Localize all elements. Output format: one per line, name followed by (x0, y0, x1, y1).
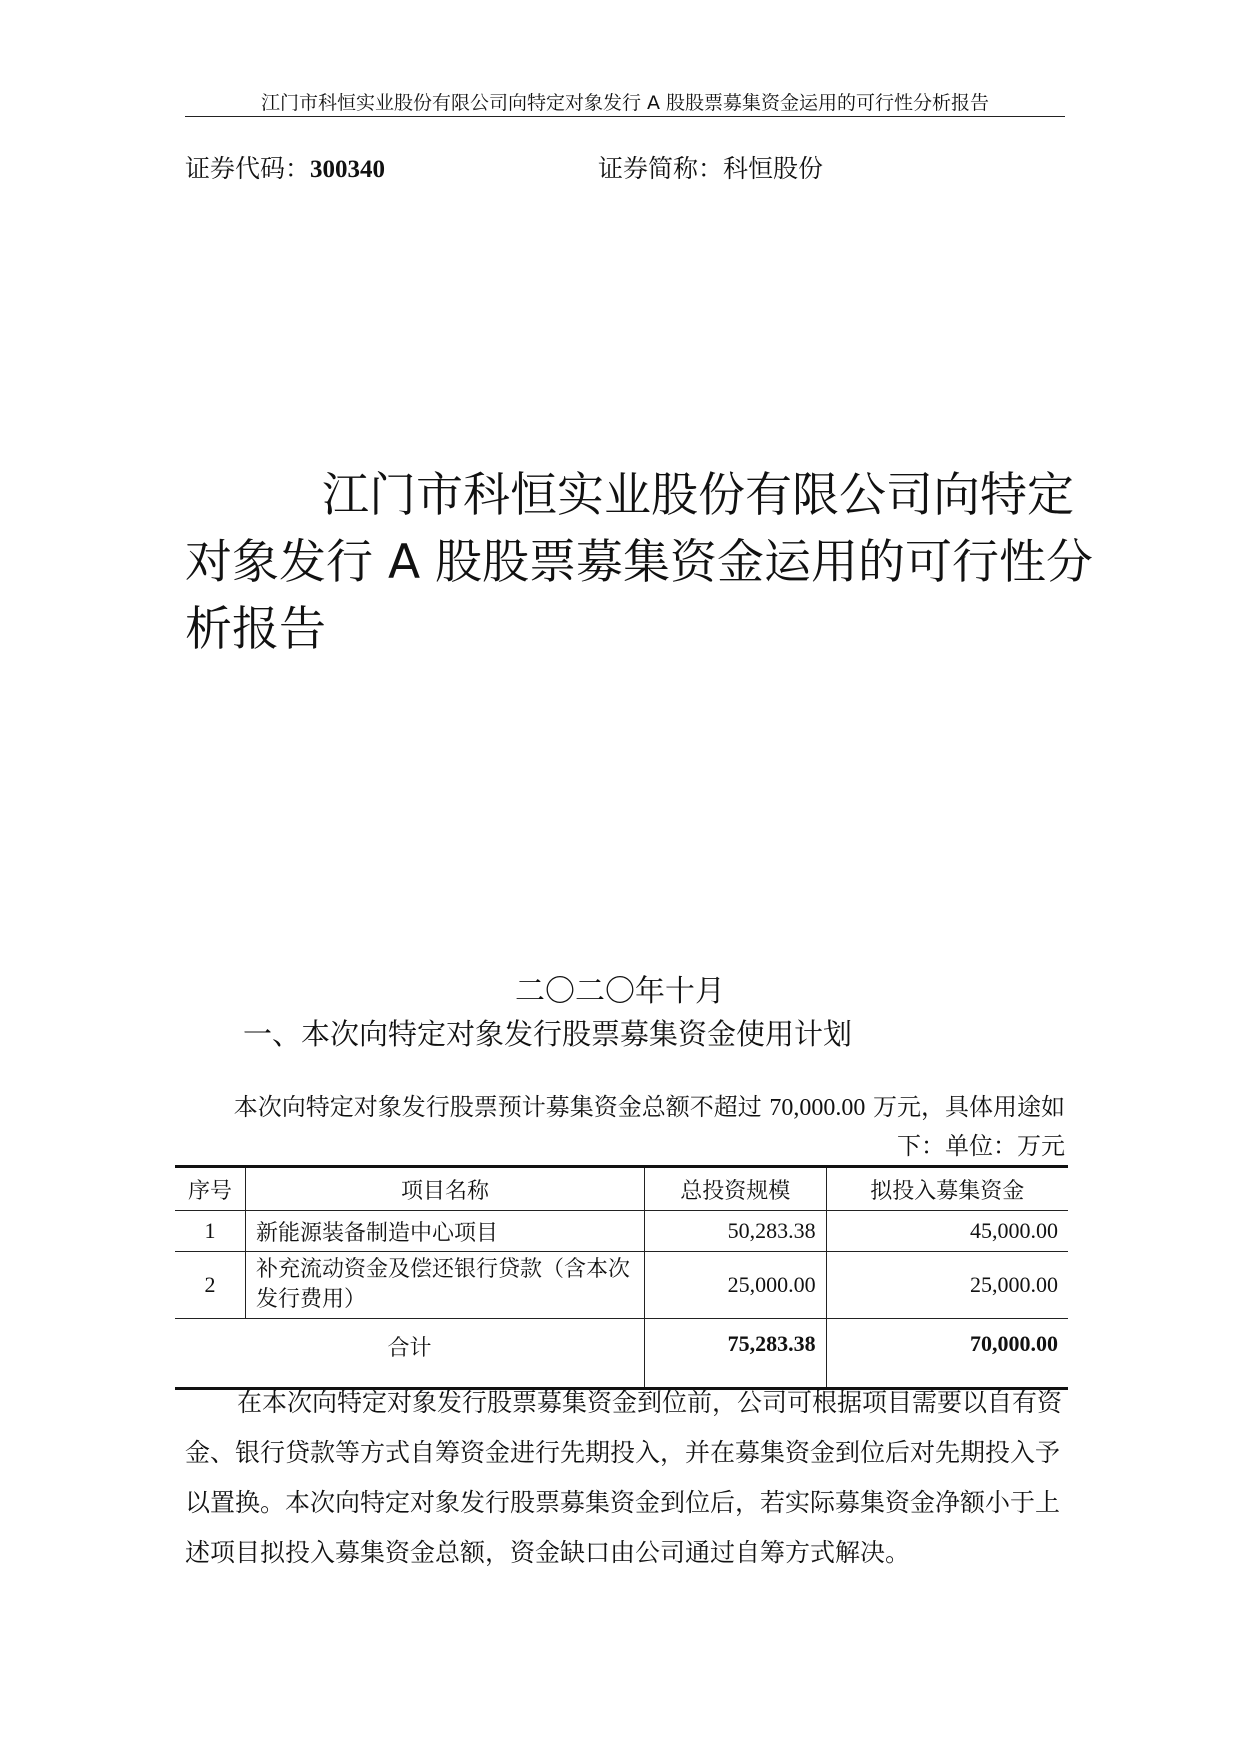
header-index: 序号 (175, 1167, 246, 1211)
securities-short-name-label: 证券简称： (598, 154, 724, 183)
section-heading: 一、本次向特定对象发行股票募集资金使用计划 (243, 1017, 853, 1051)
table-header-row (175, 1167, 1068, 1211)
row-project-name-line-1: 补充流动资金及偿还银行贷款（含本次 (256, 1257, 631, 1282)
paragraph-line-2: 金、银行贷款等方式自筹资金进行先期投入，并在募集资金到位后对先期投入予 (185, 1438, 1061, 1467)
table-row (175, 1211, 1068, 1252)
intro-line-2: 下：单位：万元 (897, 1132, 1065, 1160)
document-title (185, 462, 1094, 663)
row-project-name-line-2: 发行费用） (256, 1287, 367, 1312)
paragraph-line-3: 以置换。本次向特定对象发行股票募集资金到位后，若实际募集资金净额小于上 (185, 1488, 1061, 1517)
total-investment-sum: 75,283.38 (645, 1319, 827, 1389)
row-planned-funds: 45,000.00 (826, 1211, 1068, 1252)
securities-short-name (598, 152, 823, 186)
row-total-investment: 25,000.00 (645, 1252, 827, 1319)
row-project-name (246, 1252, 645, 1319)
planned-funds-sum: 70,000.00 (826, 1319, 1068, 1389)
header-total-investment: 总投资规模 (645, 1167, 827, 1211)
running-header: 江门市科恒实业股份有限公司向特定对象发行 A 股股票募集资金运用的可行性分析报告 (185, 90, 1065, 117)
title-line-2: 对象发行 A 股股票募集资金运用的可行性分 (185, 535, 1094, 590)
intro-amount: 70,000.00 (769, 1095, 866, 1121)
total-label: 合计 (175, 1319, 645, 1389)
intro-text-before: 本次向特定对象发行股票预计募集资金总额不超过 (233, 1093, 770, 1121)
row-index: 2 (175, 1252, 246, 1319)
row-planned-funds: 25,000.00 (826, 1252, 1068, 1319)
securities-short-name-value: 科恒股份 (723, 154, 824, 183)
paragraph-line-1: 在本次向特定对象发行股票募集资金到位前，公司可根据项目需要以自有资 (237, 1388, 1063, 1417)
header-project-name: 项目名称 (246, 1167, 645, 1211)
securities-code (185, 152, 385, 187)
row-project-name: 新能源装备制造中心项目 (246, 1211, 645, 1252)
intro-text-after: 万元，具体用途如 (865, 1093, 1065, 1121)
header-planned-funds: 拟投入募集资金 (826, 1167, 1068, 1211)
intro-text (185, 1088, 1065, 1165)
title-line-3: 析报告 (185, 602, 326, 657)
securities-code-label: 证券代码： (185, 154, 311, 183)
securities-code-value: 300340 (310, 156, 386, 183)
row-total-investment: 50,283.38 (645, 1211, 827, 1252)
fund-use-table (175, 1165, 1068, 1390)
table-row (175, 1252, 1068, 1319)
intro-line-1 (185, 1088, 1065, 1127)
title-line-1: 江门市科恒实业股份有限公司向特定 (322, 468, 1074, 523)
report-date: 二〇二〇年十月 (515, 974, 725, 1009)
paragraph-line-4: 述项目拟投入募集资金总额，资金缺口由公司通过自筹方式解决。 (185, 1538, 911, 1567)
row-index: 1 (175, 1211, 246, 1252)
body-paragraph (185, 1378, 1065, 1578)
